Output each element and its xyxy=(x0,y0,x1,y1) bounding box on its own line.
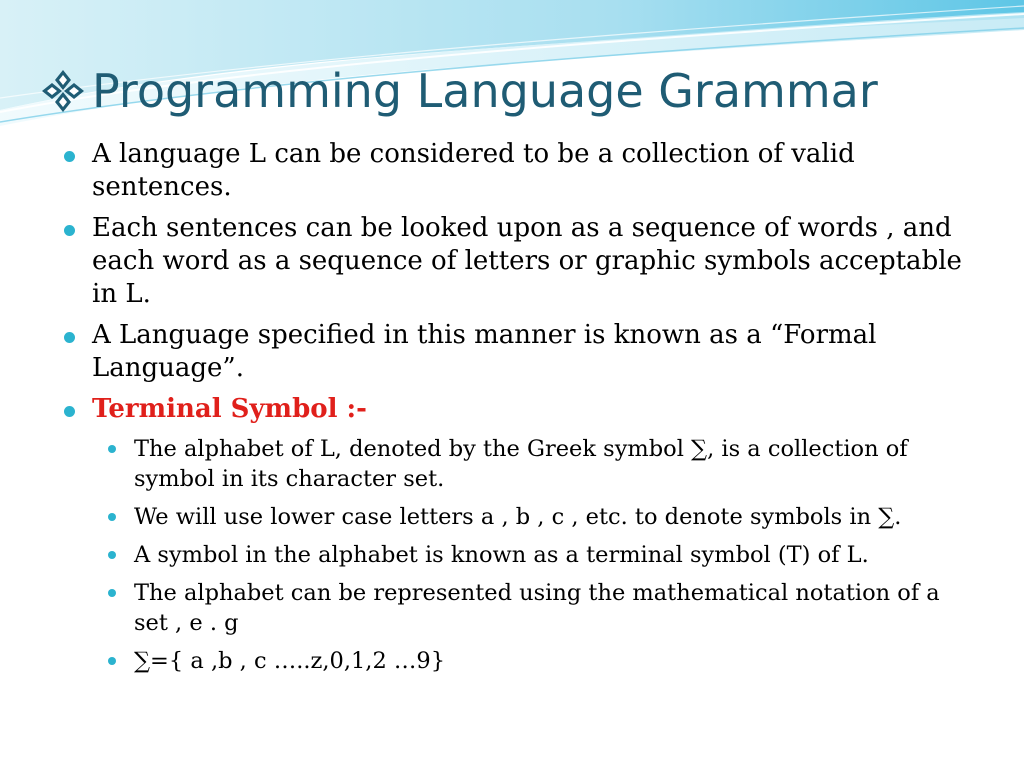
bullet-text: Each sentences can be looked upon as a sequence of words , and each word as a sequence of letters or graphic symbols acceptable in L. xyxy=(92,213,962,309)
bullet-dot-icon xyxy=(64,406,75,417)
sub-bullet-text: The alphabet of L, denoted by the Greek symbol ∑, is a collection of symbol in its character set. xyxy=(134,436,908,492)
bullet-dot-icon xyxy=(64,332,75,343)
four-diamond-bullet-icon xyxy=(40,68,86,114)
sub-bullet-text: The alphabet can be represented using the mathematical notation of a set , e . g xyxy=(134,580,940,636)
sub-bullet-dot-icon xyxy=(108,513,116,521)
sub-bullet-text: A symbol in the alphabet is known as a terminal symbol (T) of L. xyxy=(134,542,869,568)
bullet-dot-icon xyxy=(64,225,75,236)
title-row xyxy=(40,56,878,126)
slide-title: Programming Language Grammar xyxy=(92,64,878,118)
terminal-symbol-heading: Terminal Symbol :- xyxy=(92,394,367,424)
sub-bullet-text: We will use lower case letters a , b , c , etc. to denote symbols in ∑. xyxy=(134,504,902,530)
bullet-item xyxy=(62,212,962,311)
sub-bullet-item xyxy=(62,502,962,532)
bullet-item xyxy=(62,319,962,385)
bullet-item xyxy=(62,393,962,426)
bullet-text: A Language specified in this manner is known as a “Formal Language”. xyxy=(92,320,877,383)
sub-bullet-dot-icon xyxy=(108,445,116,453)
bullet-item xyxy=(62,138,962,204)
sub-bullet-dot-icon xyxy=(108,657,116,665)
sub-bullet-dot-icon xyxy=(108,589,116,597)
bullet-dot-icon xyxy=(64,151,75,162)
sub-bullet-item xyxy=(62,434,962,494)
sub-bullet-item xyxy=(62,540,962,570)
sub-bullet-item xyxy=(62,646,962,676)
bullet-text: A language L can be considered to be a collection of valid sentences. xyxy=(92,139,855,202)
sub-bullet-dot-icon xyxy=(108,551,116,559)
sub-bullet-item xyxy=(62,578,962,638)
sub-bullet-text: ∑={ a ,b , c …..z,0,1,2 …9} xyxy=(134,648,446,674)
bullet-list xyxy=(62,138,962,684)
